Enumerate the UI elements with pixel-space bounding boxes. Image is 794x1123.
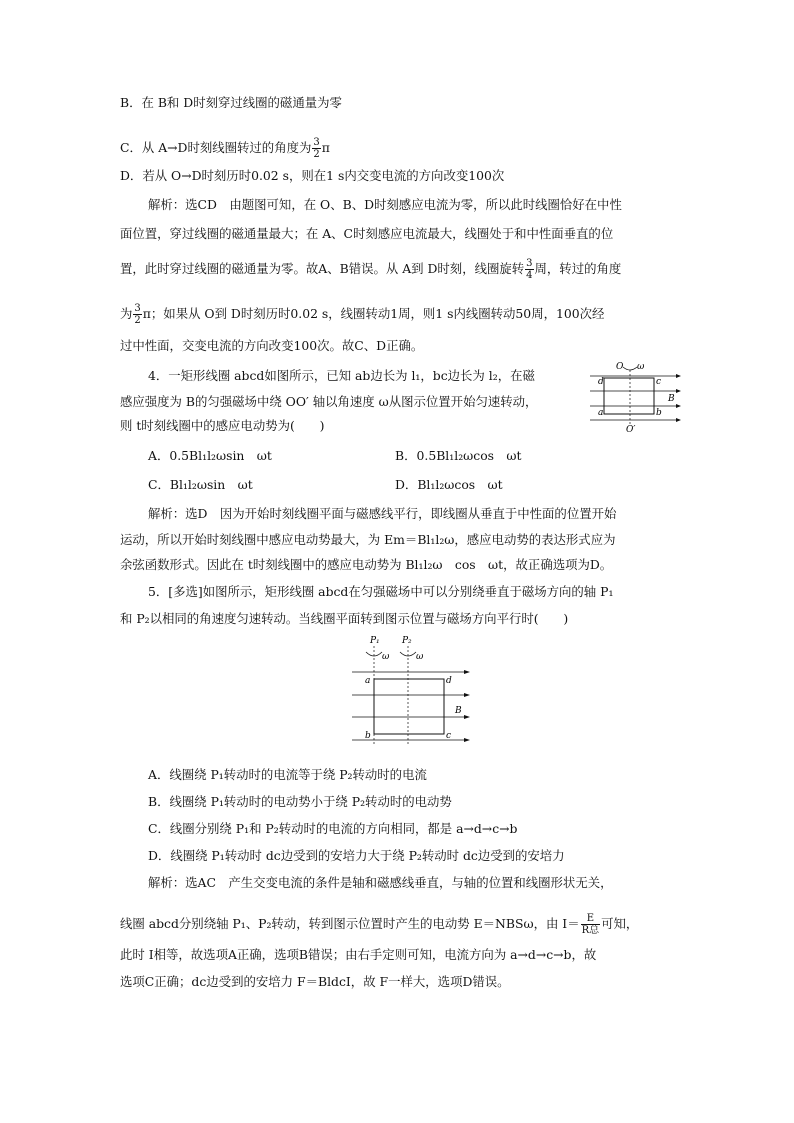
q4-field-arrowheads: [676, 374, 681, 422]
q5-fig-label-p1: P₁: [370, 636, 380, 646]
q5-figure: [346, 632, 476, 750]
q4-fig-label-d: d: [598, 377, 604, 387]
q3-solution-line-4: 为 $\frac{3}{2}$ π；如果从 O到 D时刻历时0.02 s，线圈转动1周，则1 s内线圈转动50周，100次经: [120, 303, 605, 326]
q5-fig-label-b: b: [365, 731, 371, 741]
q5-option-d: D．线圈绕 P₁转动时 dc边受到的安培力大于绕 P₂转动时 dc边受到的安培力: [148, 848, 565, 863]
q3-option-c: C．从 A→D时刻线圈转过的角度为 $\frac{3}{2}$ π: [120, 137, 330, 160]
q5-fig-label-d: d: [446, 676, 452, 686]
q4-solution-line-3: 余弦函数形式。因此在 t时刻线圈中的感应电动势为 Bl₁l₂ω cos ωt，故正确选项为D。: [120, 557, 613, 572]
q3-option-d: D．若从 O→D时刻历时0.02 s，则在1 s内交变电流的方向改变100次: [120, 168, 505, 183]
q4-option-b: B．0.5Bl₁l₂ωcos ωt: [395, 448, 522, 463]
q5-option-a: A．线圈绕 P₁转动时的电流等于绕 P₂转动时的电流: [148, 767, 427, 782]
q4-figure: [586, 360, 686, 434]
q3-solution-line-5: 过中性面，交变电流的方向改变100次。故C、D正确。: [120, 338, 424, 353]
q4-option-a: A．0.5Bl₁l₂ωsin ωt: [148, 448, 272, 463]
q5-fig-label-omega-2: ω: [416, 652, 424, 662]
q4-coil: [604, 378, 654, 414]
q5-field-arrowheads: [464, 670, 470, 742]
q5-fig-label-c: c: [446, 731, 452, 741]
q5-option-b: B．线圈绕 P₁转动时的电动势小于绕 P₂转动时的电动势: [148, 794, 452, 809]
q5-solution-line-2: 线圈 abcd分别绕轴 P₁、P₂转动，转到图示位置时产生的电动势 E＝NBSω，由 I＝ $\frac{E}{\text{R总}}$ 可知，: [120, 913, 639, 936]
q4-fig-label-a: a: [598, 408, 604, 418]
q4-fig-label-c: c: [656, 377, 662, 387]
q5-solution-line-3: 此时 I相等，故选项A正确，选项B错误；由右手定则可知，电流方向为 a→d→c→b，故: [120, 947, 597, 962]
q4-solution-line-2: 运动，所以开始时刻线圈中感应电动势最大，为 Em＝Bl₁l₂ω，感应电动势的表达形式应为: [120, 532, 616, 547]
q4-stem-line-2: 感应强度为 B的匀强磁场中绕 OO′ 轴以角速度 ω从图示位置开始匀速转动，: [120, 394, 538, 409]
q5-solution-line-4: 选项C正确；dc边受到的安培力 F＝BldcI，故 F一样大，选项D错误。: [120, 974, 510, 989]
q5-fig-label-omega-1: ω: [382, 652, 390, 662]
q5-stem-line-2: 和 P₂以相同的角速度匀速转动。当线圈平面转到图示位置与磁场方向平行时( ): [120, 611, 569, 626]
q4-fig-label-o: O: [616, 362, 624, 372]
q4-stem-line-3: 则 t时刻线圈中的感应电动势为( ): [120, 418, 325, 433]
q5-option-c: C．线圈分别绕 P₁和 P₂转动时的电流的方向相同，都是 a→d→c→b: [148, 821, 518, 836]
q4-fig-label-o-prime: O′: [626, 425, 636, 434]
q4-rotation-arrow: [623, 367, 637, 370]
q4-fig-label-omega: ω: [637, 362, 645, 372]
q4-option-d: D．Bl₁l₂ωcos ωt: [395, 477, 503, 492]
q3-option-b: B．在 B和 D时刻穿过线圈的磁通量为零: [120, 95, 342, 110]
q4-option-c: C．Bl₁l₂ωsin ωt: [148, 477, 253, 492]
q5-coil: [374, 679, 444, 734]
q3-solution-line-3: 置，此时穿过线圈的磁通量为零。故A、B错误。从 A到 D时刻，线圈旋转 $\frac{3}{4}$ 周，转过的角度: [120, 258, 622, 281]
q5-fig-label-a: a: [365, 676, 371, 686]
q4-solution-line-1: 解析：选D 因为开始时刻线圈平面与磁感线平行，即线圈从垂直于中性面的位置开始: [148, 506, 617, 521]
q4-fig-label-b-field: B: [668, 394, 675, 404]
q4-stem-line-1: 4．一矩形线圈 abcd如图所示，已知 ab边长为 l₁，bc边长为 l₂，在磁: [148, 368, 535, 383]
q3-solution-line-2: 面位置，穿过线圈的磁通量最大；在 A、C时刻感应电流最大，线圈处于和中性面垂直的位: [120, 226, 614, 241]
q5-fig-label-p2: P₂: [402, 636, 412, 646]
q4-fig-label-b: b: [656, 408, 662, 418]
q5-solution-line-1: 解析：选AC 产生交变电流的条件是轴和磁感线垂直，与轴的位置和线圈形状无关，: [148, 875, 613, 890]
q3-solution-line-1: 解析：选CD 由题图可知，在 O、B、D时刻感应电流为零，所以此时线圈恰好在中性: [148, 197, 622, 212]
q5-fig-label-b-field: B: [455, 706, 462, 716]
q5-stem-line-1: 5．[多选]如图所示，矩形线圈 abcd在匀强磁场中可以分别绕垂直于磁场方向的轴 P₁: [148, 584, 614, 599]
